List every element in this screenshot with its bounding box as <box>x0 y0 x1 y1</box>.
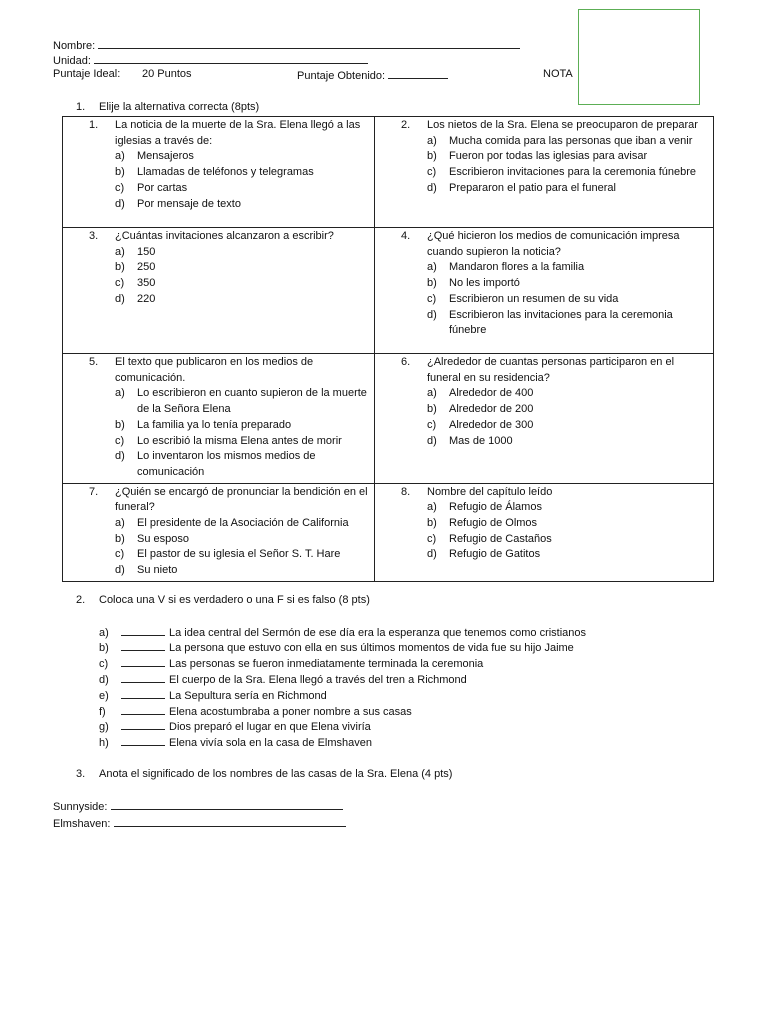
option-letter: c) <box>115 277 125 290</box>
question-cell-5 <box>63 354 375 484</box>
question-cell-8 <box>375 483 714 581</box>
option-letter: a) <box>115 245 125 258</box>
option-text: Mas de 1000 <box>449 434 513 447</box>
puntaje-ideal-value: 20 Puntos <box>142 68 192 80</box>
option-item[interactable] <box>401 181 707 197</box>
option-item[interactable] <box>89 386 368 417</box>
true-false-item <box>99 705 412 718</box>
option-item[interactable] <box>89 276 368 292</box>
option-letter: b) <box>115 261 125 274</box>
section1-num: 1. <box>76 101 86 113</box>
option-text: Mensajeros <box>137 150 194 163</box>
option-item[interactable] <box>89 516 368 532</box>
option-letter: a) <box>115 150 125 163</box>
elmshaven-label: Elmshaven: <box>53 818 111 830</box>
answer-blank[interactable] <box>121 736 165 746</box>
option-item[interactable] <box>401 308 707 339</box>
option-item[interactable] <box>89 260 368 276</box>
section2-title: Coloca una V si es verdadero o una F si es falso (8 pts) <box>99 594 370 606</box>
section3-title: Anota el significado de los nombres de las casas de la Sra. Elena (4 pts) <box>99 768 453 780</box>
option-letter: b) <box>115 166 125 179</box>
question-text: Los nietos de la Sra. Elena se preocuparon de preparar <box>427 119 698 131</box>
nombre-blank[interactable] <box>98 38 520 49</box>
option-letter: b) <box>427 277 437 290</box>
unidad-label: Unidad: <box>53 55 91 67</box>
option-letter: d) <box>115 450 125 463</box>
question-number: 1. <box>89 119 99 131</box>
option-text: Escribieron las invitaciones para la ceremonia fúnebre <box>449 308 673 337</box>
option-text: Alrededor de 200 <box>449 403 534 416</box>
option-text: Alrededor de 300 <box>449 418 534 431</box>
option-text: Refugio de Gatitos <box>449 548 541 561</box>
question-text: La noticia de la muerte de la Sra. Elena llegó a las iglesias a través de: <box>115 119 361 147</box>
option-item[interactable] <box>89 547 368 563</box>
table-row <box>63 483 714 581</box>
option-text: Su esposo <box>137 532 189 545</box>
question-text: ¿Qué hicieron los medios de comunicación impresa cuando supieron la noticia? <box>427 230 680 258</box>
question-cell-7 <box>63 483 375 581</box>
option-text: Mucha comida para las personas que iban a venir <box>449 134 693 147</box>
puntaje-ideal-label: Puntaje Ideal: <box>53 68 121 80</box>
option-item[interactable] <box>401 434 707 450</box>
item-letter: c) <box>99 658 109 670</box>
question-cell-2 <box>375 117 714 228</box>
option-text: El pastor de su iglesia el Señor S. T. Hare <box>137 548 341 561</box>
option-letter: a) <box>427 387 437 400</box>
item-text: La persona que estuvo con ella en sus últimos momentos de vida fue su hijo Jaime <box>169 642 574 654</box>
option-item[interactable] <box>89 181 368 197</box>
option-item[interactable] <box>89 292 368 308</box>
question-cell-6 <box>375 354 714 484</box>
option-item[interactable] <box>401 402 707 418</box>
option-text: 350 <box>137 277 156 290</box>
table-row <box>63 354 714 484</box>
option-letter: a) <box>427 261 437 274</box>
option-text: 220 <box>137 292 156 305</box>
true-false-item <box>99 689 327 702</box>
option-text: Por cartas <box>137 181 188 194</box>
option-text: Llamadas de teléfonos y telegramas <box>137 166 314 179</box>
option-text: 150 <box>137 245 156 258</box>
grade-box[interactable] <box>578 9 700 105</box>
option-item[interactable] <box>89 197 368 213</box>
puntaje-obtenido-blank[interactable] <box>388 68 448 79</box>
option-item[interactable] <box>401 134 707 150</box>
answer-blank[interactable] <box>121 720 165 730</box>
option-letter: d) <box>427 548 437 561</box>
option-item[interactable] <box>89 563 368 579</box>
question-number: 6. <box>401 356 411 368</box>
answer-blank[interactable] <box>121 705 165 715</box>
option-letter: a) <box>115 517 125 530</box>
option-letter: d) <box>115 564 125 577</box>
option-letter: c) <box>427 166 437 179</box>
option-letter: c) <box>427 292 437 305</box>
option-letter: a) <box>427 134 437 147</box>
item-letter: d) <box>99 674 109 686</box>
option-item[interactable] <box>401 165 707 181</box>
section2-num: 2. <box>76 594 86 606</box>
question-number: 7. <box>89 485 99 498</box>
option-letter: d) <box>427 181 437 194</box>
item-letter: b) <box>99 642 109 654</box>
true-false-item <box>99 673 467 686</box>
option-text: Refugio de Álamos <box>449 501 542 514</box>
option-text: Mandaron flores a la familia <box>449 261 585 274</box>
answer-blank[interactable] <box>121 657 165 667</box>
question-text: Nombre del capítulo leído <box>427 485 553 498</box>
elmshaven-line <box>53 816 346 830</box>
option-letter: d) <box>427 308 437 321</box>
option-text: Fueron por todas las iglesias para avisar <box>449 150 648 163</box>
option-item[interactable] <box>401 547 707 563</box>
nota-label: NOTA <box>543 68 573 80</box>
option-text: Lo escribieron en cuanto supieron de la muerte de la Señora Elena <box>137 387 367 416</box>
option-item[interactable] <box>401 500 707 516</box>
item-text: Las personas se fueron inmediatamente terminada la ceremonia <box>169 658 484 670</box>
option-letter: c) <box>427 418 437 431</box>
option-item[interactable] <box>401 276 707 292</box>
table-row <box>63 117 714 228</box>
item-letter: h) <box>99 737 109 749</box>
option-letter: d) <box>115 197 125 210</box>
question-cell-3 <box>63 228 375 354</box>
nombre-line <box>53 38 520 52</box>
option-text: Prepararon el patio para el funeral <box>449 181 616 194</box>
question-number: 3. <box>89 230 99 242</box>
option-letter: b) <box>115 532 125 545</box>
option-item[interactable] <box>89 245 368 261</box>
option-letter: c) <box>427 532 437 545</box>
option-item[interactable] <box>89 532 368 548</box>
option-letter: b) <box>427 403 437 416</box>
option-letter: b) <box>427 150 437 163</box>
answer-blank[interactable] <box>121 689 165 699</box>
question-text: El texto que publicaron en los medios de comunicación. <box>115 356 314 384</box>
option-text: Refugio de Olmos <box>449 517 538 530</box>
question-text: ¿Quién se encargó de pronunciar la bendición en el funeral? <box>115 485 368 514</box>
option-letter: c) <box>115 434 125 447</box>
nombre-label: Nombre: <box>53 40 96 52</box>
true-false-item <box>99 736 372 749</box>
option-letter: b) <box>427 517 437 530</box>
section1-title: Elije la alternativa correcta (8pts) <box>99 101 260 113</box>
unidad-blank[interactable] <box>94 53 368 64</box>
item-text: Dios preparó el lugar en que Elena viviría <box>169 721 371 733</box>
option-letter: d) <box>427 434 437 447</box>
question-number: 4. <box>401 230 411 242</box>
option-letter: c) <box>115 181 125 194</box>
elmshaven-blank[interactable] <box>114 816 346 827</box>
true-false-item <box>99 720 371 733</box>
question-number: 2. <box>401 119 411 131</box>
item-letter: a) <box>99 627 109 639</box>
item-text: La Sepultura sería en Richmond <box>169 690 327 702</box>
question-cell-4 <box>375 228 714 354</box>
item-letter: e) <box>99 690 109 702</box>
option-text: No les importó <box>449 277 520 290</box>
question-cell-1 <box>63 117 375 228</box>
sunnyside-line <box>53 799 343 813</box>
puntaje-obtenido-line <box>297 68 448 82</box>
option-item[interactable] <box>89 165 368 181</box>
option-letter: b) <box>115 418 125 431</box>
unidad-line <box>53 53 368 67</box>
option-text: Por mensaje de texto <box>137 197 241 210</box>
option-text: Su nieto <box>137 564 178 577</box>
option-item[interactable] <box>401 292 707 308</box>
option-letter: a) <box>115 387 125 400</box>
option-item[interactable] <box>89 418 368 434</box>
option-item[interactable] <box>401 418 707 434</box>
item-text: El cuerpo de la Sra. Elena llegó a través del tren a Richmond <box>169 674 467 686</box>
question-text: ¿Cuántas invitaciones alcanzaron a escribir? <box>115 230 334 242</box>
item-letter: g) <box>99 721 109 733</box>
option-letter: c) <box>115 548 125 561</box>
answer-blank[interactable] <box>121 673 165 683</box>
sunnyside-label: Sunnyside: <box>53 801 108 813</box>
option-text: Refugio de Castaños <box>449 532 552 545</box>
option-letter: d) <box>115 292 125 305</box>
option-item[interactable] <box>401 516 707 532</box>
question-number: 5. <box>89 356 99 368</box>
option-text: La familia ya lo tenía preparado <box>137 418 292 431</box>
item-text: Elena acostumbraba a poner nombre a sus casas <box>169 706 412 718</box>
answer-blank[interactable] <box>121 626 165 636</box>
question-text: ¿Alrededor de cuantas personas participaron en el funeral en su residencia? <box>427 356 675 384</box>
option-item[interactable] <box>89 149 368 165</box>
item-text: La idea central del Sermón de ese día era la esperanza que tenemos como cristianos <box>169 627 587 639</box>
puntaje-obtenido-label: Puntaje Obtenido: <box>297 70 386 82</box>
answer-blank[interactable] <box>121 641 165 651</box>
option-text: Escribieron un resumen de su vida <box>449 292 619 305</box>
option-text: Alrededor de 400 <box>449 387 534 400</box>
multiple-choice-table <box>62 116 714 582</box>
option-item[interactable] <box>401 260 707 276</box>
option-letter: a) <box>427 501 437 514</box>
option-item[interactable] <box>401 386 707 402</box>
option-item[interactable] <box>401 532 707 548</box>
item-text: Elena vivía sola en la casa de Elmshaven <box>169 737 373 749</box>
option-text: 250 <box>137 261 156 274</box>
sunnyside-blank[interactable] <box>111 799 343 810</box>
true-false-item <box>99 641 574 654</box>
true-false-item <box>99 657 483 670</box>
option-item[interactable] <box>89 449 368 480</box>
option-text: El presidente de la Asociación de California <box>137 517 349 530</box>
true-false-item <box>99 626 586 639</box>
item-letter: f) <box>99 706 106 718</box>
option-text: Lo escribió la misma Elena antes de morir <box>137 434 342 447</box>
table-row <box>63 228 714 354</box>
option-text: Lo inventaron los mismos medios de comunicación <box>137 450 316 478</box>
option-text: Escribieron invitaciones para la ceremonia fúnebre <box>449 166 697 179</box>
option-item[interactable] <box>89 434 368 450</box>
question-number: 8. <box>401 485 411 498</box>
section3-num: 3. <box>76 768 86 780</box>
option-item[interactable] <box>401 149 707 165</box>
